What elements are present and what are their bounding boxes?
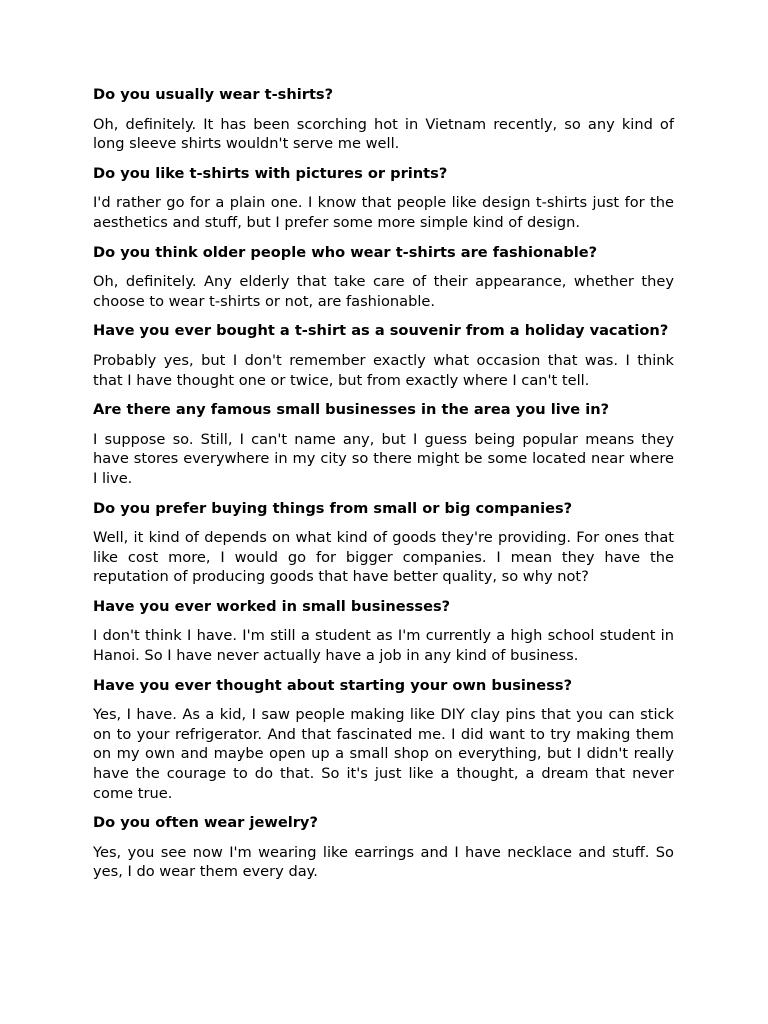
answer-4: Probably yes, but I don't remember exactly what occasion that was. I think that I have thought one or twice, but from exactly where I can't tell. (93, 351, 674, 389)
answer-8: Yes, I have. As a kid, I saw people making like DIY clay pins that you can stick on to your refrigerator. And that fascinated me. I did want to try making them on my own and maybe open up a small shop on everything, but I didn't really have the courage to do that. So it's just like a thought, a dream that never come true. (93, 706, 674, 802)
question-9: Do you often wear jewelry? (93, 814, 318, 832)
document-page (93, 85, 674, 892)
question-4: Have you ever bought a t-shirt as a souvenir from a holiday vacation? (93, 322, 669, 340)
qa-item-1 (93, 85, 674, 154)
answer-7: I don't think I have. I'm still a student as I'm currently a high school student in Hanoi. So I have never actually have a job in any kind of business. (93, 627, 674, 665)
qa-item-9 (93, 813, 674, 882)
answer-3: Oh, definitely. Any elderly that take care of their appearance, whether they choose to wear t-shirts or not, are fashionable. (93, 273, 674, 310)
question-1: Do you usually wear t-shirts? (93, 86, 334, 103)
answer-2: I'd rather go for a plain one. I know that people like design t-shirts just for the aesthetics and stuff, but I prefer some more simple kind of design. (93, 194, 674, 231)
question-6: Do you prefer buying things from small or big companies? (93, 499, 573, 517)
answer-1: Oh, definitely. It has been scorching hot in Vietnam recently, so any kind of long sleeve shirts wouldn't serve me well. (93, 115, 674, 153)
qa-item-6 (93, 499, 674, 587)
qa-item-8 (93, 676, 674, 804)
qa-item-3 (93, 243, 674, 312)
qa-item-2 (93, 164, 674, 233)
question-5: Are there any famous small businesses in the area you live in? (93, 401, 610, 419)
question-7: Have you ever worked in small businesses? (93, 597, 451, 615)
qa-item-4 (93, 321, 674, 390)
question-3: Do you think older people who wear t-shirts are fashionable? (93, 243, 598, 261)
question-2: Do you like t-shirts with pictures or prints? (93, 164, 448, 182)
qa-item-7 (93, 597, 674, 666)
question-8: Have you ever thought about starting your own business? (93, 676, 573, 694)
qa-item-5 (93, 400, 674, 488)
answer-9: Yes, you see now I'm wearing like earrings and I have necklace and stuff. So yes, I do wear them every day. (93, 843, 674, 881)
answer-5: I suppose so. Still, I can't name any, but I guess being popular means they have stores everywhere in my city so there might be some located near where I live. (93, 430, 674, 487)
answer-6: Well, it kind of depends on what kind of goods they're providing. For ones that like cost more, I would go for bigger companies. I mean they have the reputation of producing goods that have better quality, so why not? (93, 529, 674, 586)
